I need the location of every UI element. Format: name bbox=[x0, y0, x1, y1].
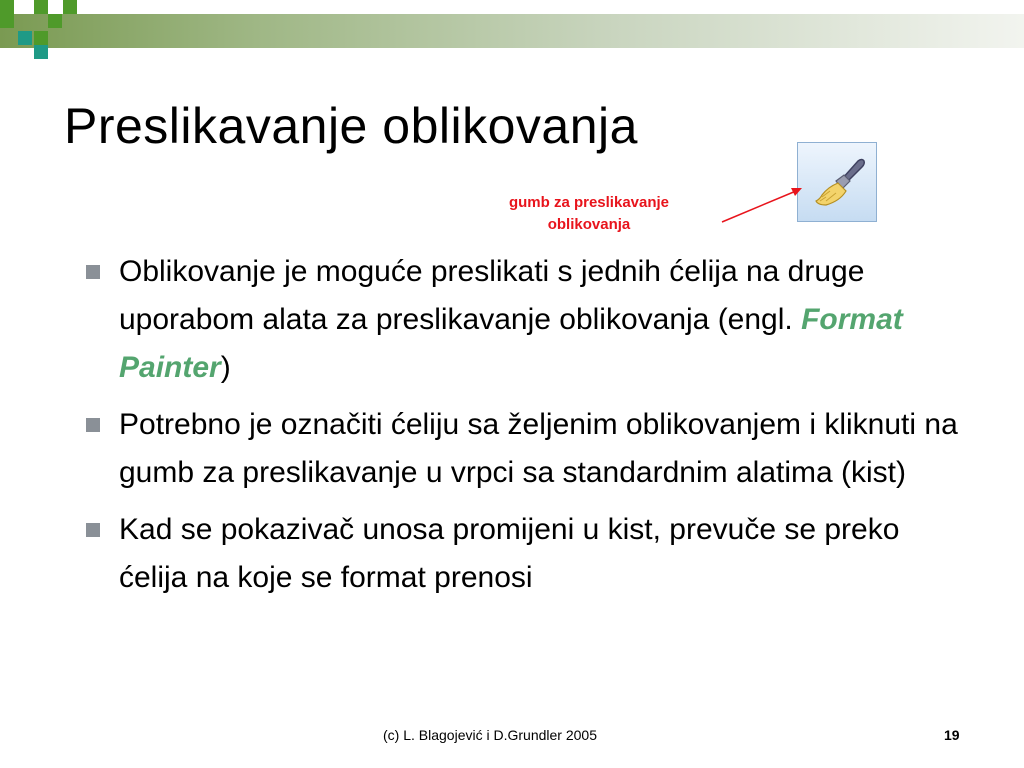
bullet-marker bbox=[86, 418, 100, 432]
bullet-item bbox=[76, 401, 976, 497]
slide-title: Preslikavanje oblikovanja bbox=[64, 98, 638, 154]
bullet-text-end: ) bbox=[220, 351, 231, 384]
bullet-marker bbox=[86, 523, 100, 537]
format-painter-term: Format Painter bbox=[119, 303, 903, 384]
bullet-marker bbox=[86, 265, 100, 279]
bullet-text: Potrebno je označiti ćeliju sa željenim oblikovanjem i kliknuti na gumb za preslikavanje u vrpci sa standardnim alatima (kist) bbox=[119, 408, 958, 489]
format-painter-button[interactable] bbox=[797, 142, 877, 222]
header-decoration-bar bbox=[0, 14, 1024, 48]
callout-line-2: oblikovanja bbox=[547, 216, 631, 233]
bullet-text: Oblikovanje je moguće preslikati s jednih ćelija na druge uporabom alata za preslikavanje oblikovanja (engl. bbox=[119, 255, 865, 336]
footer-copyright: (c) L. Blagojević i D.Grundler 2005 bbox=[383, 727, 597, 743]
bullet-item bbox=[76, 248, 976, 392]
callout-line-1: gumb za preslikavanje bbox=[508, 194, 670, 211]
bullet-list bbox=[76, 248, 976, 611]
paintbrush-icon bbox=[798, 143, 876, 221]
bullet-item bbox=[76, 506, 976, 602]
page-number: 19 bbox=[944, 727, 960, 743]
callout-label bbox=[463, 192, 715, 236]
bullet-text: Kad se pokazivač unosa promijeni u kist, prevuče se preko ćelija na koje se format prenosi bbox=[119, 513, 900, 594]
